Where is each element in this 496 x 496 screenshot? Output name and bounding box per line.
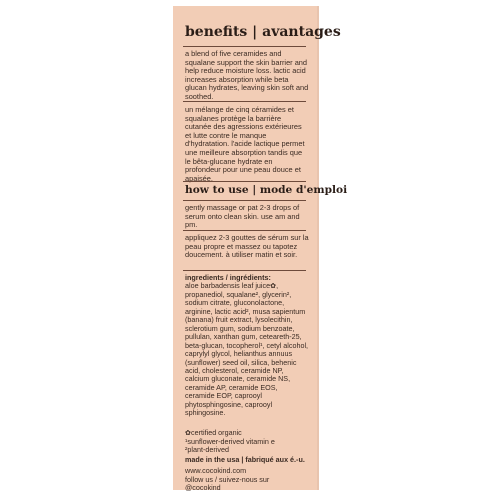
ingredients-block [185,274,309,418]
footnote-plant-derived: ²plant-derived [185,445,229,455]
how-to-use-french-text: appliquez 2-3 gouttes de sérum sur la peau propre et massez ou tapotez doucement. à utiliser matin et soir. [185,233,309,260]
how-to-use-heading: how to use | mode d'emploi [185,184,348,196]
ingredients-list: aloe barbadensis leaf juice✿, propanediol, squalane², glycerin², sodium citrate, gluconolactone, arginine, lactic acid², musa sapientum (banana) fruit extract, lysolecithin, sclerotium gum, sodium benzoate, pullulan, xanthan gum, ceteareth-25, beta-glucan, tocopherol¹, cetyl alcohol, caprylyl glycol, helianthus annuus (sunflower) seed oil, silica, behenic acid, cholesterol, ceramide NP, calcium gluconate, ceramide NS, ceramide AP, ceramide EOS, ceramide EOP, caprooyl phytosphingosine, caprooyl sphingosine. [185,281,309,418]
howto-divider [183,200,306,201]
howto-mid-divider [183,230,306,231]
benefits-heading: benefits | avantages [185,24,341,40]
website-text: www.cocokind.com [185,466,247,475]
howto-top-divider [183,181,306,182]
social-handle: @cocokind [185,483,221,493]
benefits-mid-divider [183,101,306,102]
follow-us-text: follow us / suivez-nous sur [185,474,270,484]
made-in-text: made in the usa | fabriqué aux é.-u. [185,455,305,464]
follow-block [185,467,309,493]
ingredients-title: ingredients / ingrédients: [185,273,271,282]
benefits-english-text: a blend of five ceramides and squalane support the skin barrier and help reduce moisture loss. lactic acid increases absorption while beta glucan hydrates, leaving skin soft and soothed. [185,49,309,101]
product-box-panel [173,6,348,493]
ingredients-top-divider [183,270,306,271]
footnote-vitamin-e: ¹sunflower-derived vitamin e [185,436,275,446]
benefits-french-text: un mélange de cinq céramides et squalanes protège la barrière cutanée des agressions extérieures et lutte contre le manque d'hydratation. l'acide lactique permet une meilleure absorption tandis que le bêta-glucane hydrate en profondeur pour une peau douce et apaisée. [185,105,305,183]
footnotes [185,429,309,455]
footnote-organic: ✿certified organic [185,428,242,437]
benefits-divider [183,46,306,47]
how-to-use-english-text: gently massage or pat 2-3 drops of serum onto clean skin. use am and pm. [185,203,300,230]
